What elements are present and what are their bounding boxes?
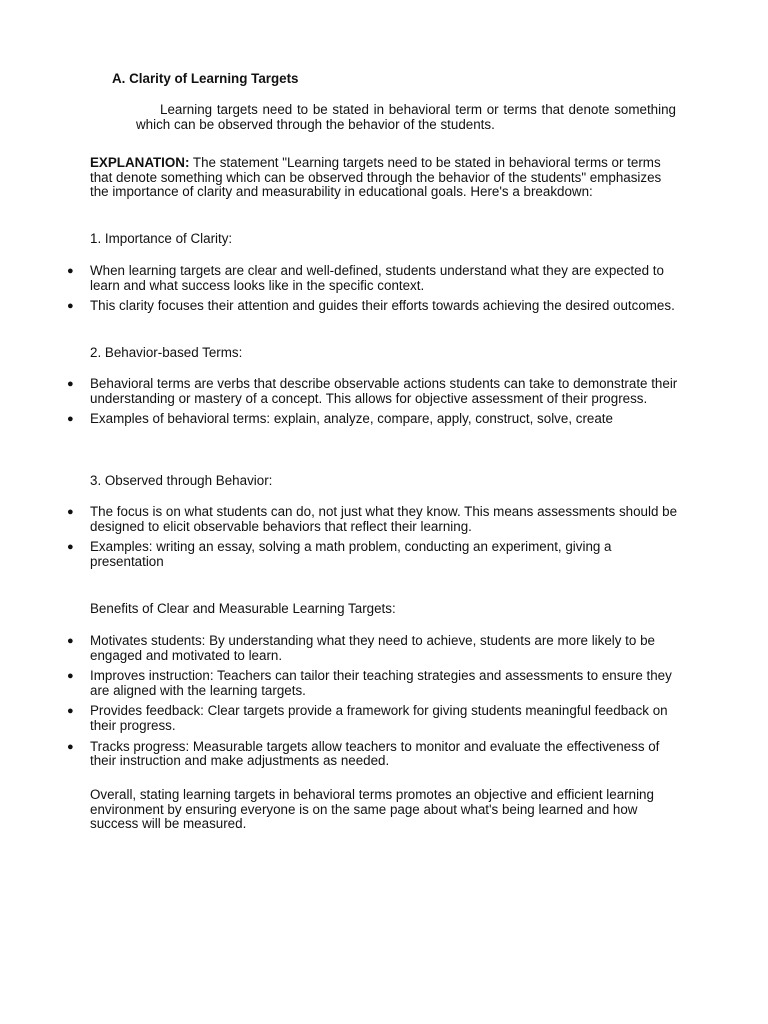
bullet-icon: ● xyxy=(67,300,74,313)
list-item-text: Motivates students: By understanding what they need to achieve, students are more likely to be engaged and motivated to learn. xyxy=(90,633,655,663)
list-item-text: This clarity focuses their attention and guides their efforts towards achieving the desired outcomes. xyxy=(90,298,675,314)
list-item-text: Tracks progress: Measurable targets allow teachers to monitor and evaluate the effectiveness of their instruction and make adjustments as needed. xyxy=(90,738,660,769)
list-item-text: Examples of behavioral terms: explain, analyze, compare, apply, construct, solve, create xyxy=(90,411,613,427)
list-item xyxy=(0,264,678,293)
bullet-icon: ● xyxy=(67,265,74,277)
bullet-icon: ● xyxy=(67,541,74,554)
bullet-icon: ● xyxy=(67,413,74,426)
list-item xyxy=(0,704,678,733)
list-item-text: Examples: writing an essay, solving a math problem, conducting an experiment, giving a presentation xyxy=(90,539,612,569)
explanation-paragraph xyxy=(90,156,678,200)
bullet-list-behavior xyxy=(0,377,700,433)
list-item xyxy=(0,377,678,406)
intro-paragraph: Learning targets need to be stated in behavioral term or terms that denote something which can be observed through the behavior of the students. xyxy=(136,102,676,132)
bullet-list-benefits xyxy=(0,634,700,775)
point-title-behavior: 2. Behavior-based Terms: xyxy=(90,345,243,360)
bullet-icon: ● xyxy=(67,506,74,518)
explanation-text: The statement "Learning targets need to be stated in behavioral terms or terms that denote something which can be observed through the behavior of the students" emphasizes the importance of clarity and measurability in educational goals. Here's a breakdown: xyxy=(90,155,662,200)
bullet-list-clarity xyxy=(0,264,700,320)
bullet-icon: ● xyxy=(67,378,74,390)
bullet-icon: ● xyxy=(67,670,74,683)
point-title-observed: 3. Observed through Behavior: xyxy=(90,473,273,488)
list-item-text: Provides feedback: Clear targets provide a framework for giving students meaningful feedback on their progress. xyxy=(90,703,668,733)
list-item xyxy=(0,505,678,534)
point-title-clarity: 1. Importance of Clarity: xyxy=(90,231,233,246)
bullet-icon: ● xyxy=(67,635,74,647)
list-item xyxy=(0,412,678,427)
conclusion-paragraph: Overall, stating learning targets in behavioral terms promotes an objective and efficient learning environment by ensuring everyone is on the same page about what's being learned and how success will be measured. xyxy=(90,787,654,832)
list-item-text: The focus is on what students can do, not just what they know. This means assessments should be designed to elicit observable behaviors that reflect their learning. xyxy=(90,504,678,534)
list-item-text: Behavioral terms are verbs that describe observable actions students can take to demonstrate their understanding or mastery of a concept. This allows for objective assessment of their progress. xyxy=(90,376,678,406)
list-item-text: When learning targets are clear and well-defined, students understand what they are expected to learn and what success looks like in the specific context. xyxy=(90,263,664,293)
list-item xyxy=(0,299,678,314)
list-item-text: Improves instruction: Teachers can tailor their teaching strategies and assessments to ensure they are aligned with the learning targets. xyxy=(90,668,672,698)
explanation-label: EXPLANATION: xyxy=(90,155,190,170)
benefits-title: Benefits of Clear and Measurable Learning Targets: xyxy=(90,601,396,616)
list-item xyxy=(0,540,678,569)
section-heading: A. Clarity of Learning Targets xyxy=(112,71,299,86)
list-item xyxy=(0,634,678,663)
list-item xyxy=(0,669,678,698)
bullet-list-observed xyxy=(0,505,700,575)
bullet-icon: ● xyxy=(67,740,74,753)
list-item xyxy=(0,740,678,769)
bullet-icon: ● xyxy=(67,705,74,718)
